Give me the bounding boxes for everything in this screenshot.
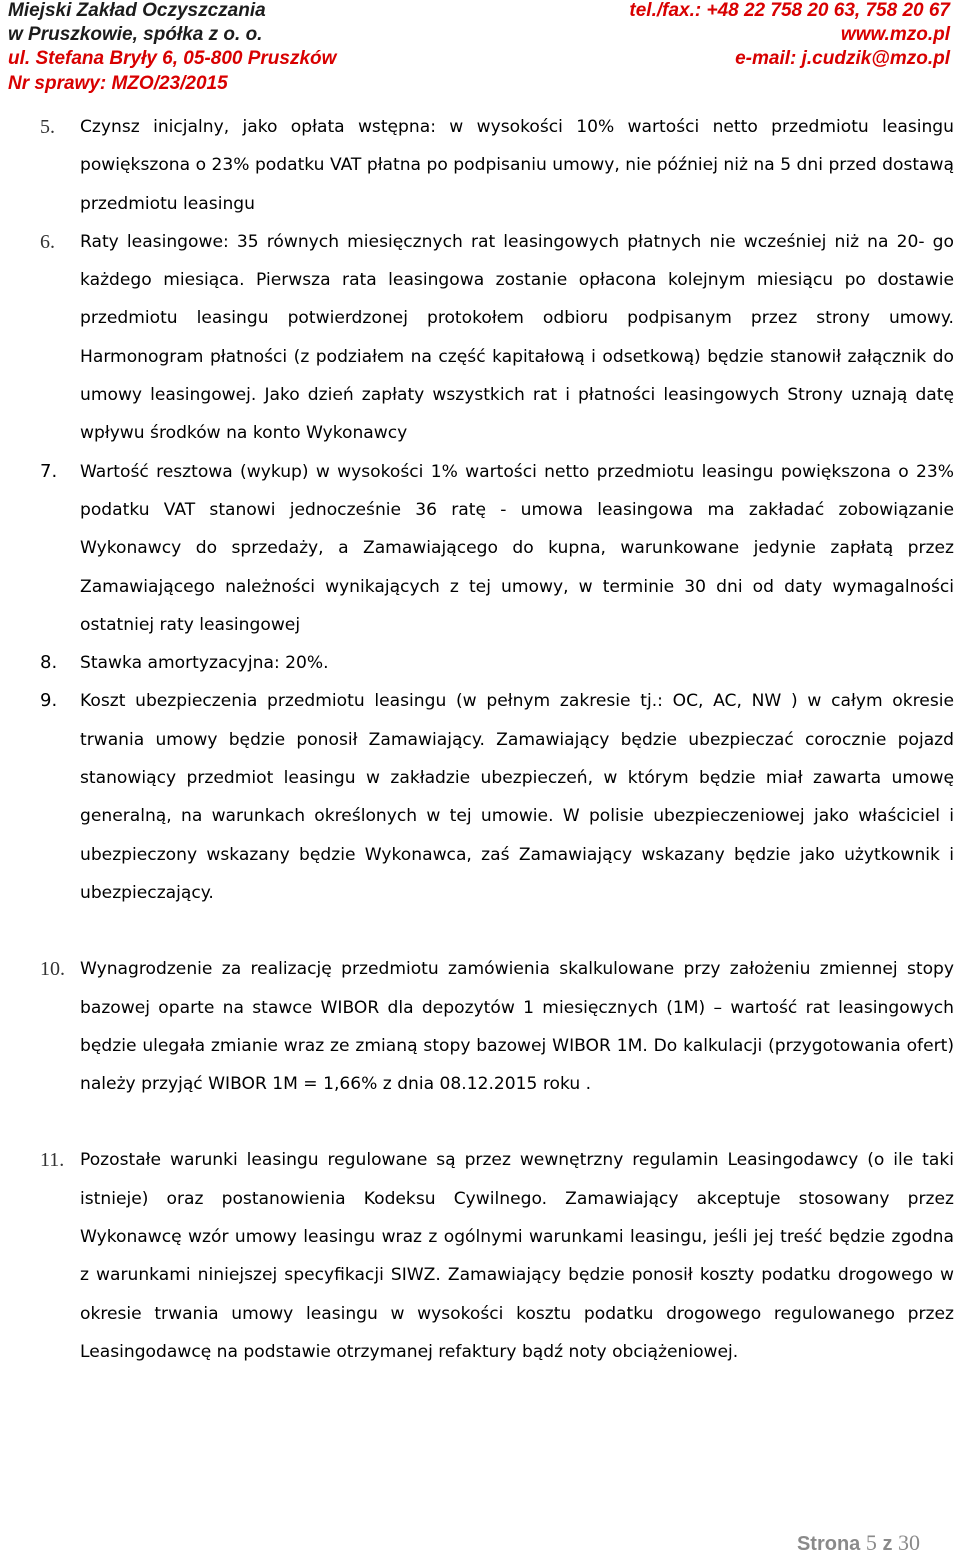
list-item	[0, 108, 960, 223]
org-address: ul. Stefana Bryły 6, 05-800 Pruszków	[8, 48, 337, 69]
org-name: Miejski Zakład Oczyszczania	[8, 0, 266, 21]
page-footer	[797, 1530, 920, 1556]
item-number: 11.	[40, 1149, 65, 1172]
page-total: 30	[898, 1530, 920, 1555]
item-text: Wynagrodzenie za realizację przedmiotu zamówienia skalkulowane przy założeniu zmiennej stopy bazowej oparte na stawce WIBOR dla depozytów 1 miesięcznych (1M) – wartość rat leasingowych będzie ulegała zmianie wraz ze zmianą stopy bazowej WIBOR 1M. Do kalkulacji (przygotowania ofert) należy przyjąć WIBOR 1M = 1,66% z dnia 08.12.2015 roku .	[80, 959, 954, 1095]
spacer	[0, 1103, 960, 1141]
item-text: Wartość resztowa (wykup) w wysokości 1% wartości netto przedmiotu leasingu powiększona o 23% podatku VAT stanowi jednocześnie 36 ratę - umowa leasingowa ma zakładać zobowiązanie Wykonawcy do sprzedaży, a Zamawiającego do kupna, warunkowane jedynie zapłatą przez Zamawiającego należności wynikających z tej umowy, w terminie 30 dni od daty wymagalności ostatniej raty leasingowej	[80, 461, 954, 635]
item-number: 10.	[40, 958, 65, 981]
case-number: Nr sprawy: MZO/23/2015	[8, 73, 228, 94]
item-number: 5.	[40, 116, 55, 138]
spacer	[0, 912, 960, 950]
item-text: Raty leasingowe: 35 równych miesięcznych rat leasingowych płatnych nie wcześniej niż na 20- go każdego miesiąca. Pierwsza rata leasingowa zostanie opłacona kolejnym miesiącu po dostawie przedmiotu leasingu potwierdzonej protokołem odbioru podpisanym przez strony umowy. Harmonogram płatności (z podziałem na część kapitałową i odsetkową) będzie stanowił załącznik do umowy leasingowej. Jako dzień zapłaty wszystkich rat i płatności leasingowych Strony uznają datę wpływu środków na konto Wykonawcy	[80, 231, 954, 444]
item-number: 9.	[40, 690, 58, 712]
page-header	[0, 0, 960, 100]
page-of: z	[882, 1533, 893, 1555]
contact-phone: tel./fax.: +48 22 758 20 63, 758 20 67	[629, 0, 950, 21]
terms-list	[0, 108, 960, 1371]
item-number: 8.	[40, 652, 58, 674]
item-text: Pozostałe warunki leasingu regulowane są przez wewnętrzny regulamin Leasingodawcy (o ile taki istnieje) oraz postanowienia Kodeksu Cywilnego. Zamawiający akceptuje stosowany przez Wykonawcę wzór umowy leasingu wraz z ogólnymi warunkami leasingu, jeśli jej treść będzie zgodna z warunkami niniejszej specyfikacji SIWZ. Zamawiający będzie ponosił koszty podatku drogowego w okresie trwania umowy leasingu w wysokości kosztu podatku drogowego regulowanego przez Leasingodawcę na podstawie otrzymanej refaktury bądź noty obciążeniowej.	[80, 1150, 954, 1362]
list-item	[0, 223, 960, 453]
item-text: Czynsz inicjalny, jako opłata wstępna: w wysokości 10% wartości netto przedmiotu leasingu powiększona o 23% podatku VAT płatna po podpisaniu umowy, nie później niż na 5 dni przed dostawą przedmiotu leasingu	[80, 117, 954, 214]
item-text: Koszt ubezpieczenia przedmiotu leasingu (w pełnym zakresie tj.: OC, AC, NW ) w całym okresie trwania umowy będzie ponosił Zamawiający. Zamawiający będzie ubezpieczać corocznie pojazd stanowiący przedmiot leasingu w zakładzie ubezpieczeń, w którym będzie miał zawarta umowę generalną, na warunkach określonych w tej umowie. W polisie ubezpieczeniowej jako właściciel i ubezpieczony wskazany będzie Wykonawca, zaś Zamawiający wskazany będzie jako użytkownik i ubezpieczający.	[80, 691, 954, 903]
list-item	[0, 1141, 960, 1371]
website-link[interactable]: www.mzo.pl	[840, 24, 950, 45]
page-word: Strona	[796, 1533, 861, 1555]
email-link[interactable]: e-mail: j.cudzik@mzo.pl	[735, 48, 950, 69]
list-item	[0, 453, 960, 644]
list-item	[0, 644, 960, 682]
list-item	[0, 950, 960, 1103]
org-location: w Pruszkowie, spółka z o. o.	[8, 24, 263, 45]
list-item	[0, 682, 960, 912]
page-current: 5	[865, 1530, 877, 1555]
item-number: 7.	[40, 460, 58, 482]
item-number: 6.	[40, 230, 55, 253]
item-text: Stawka amortyzacyjna: 20%.	[80, 653, 329, 674]
